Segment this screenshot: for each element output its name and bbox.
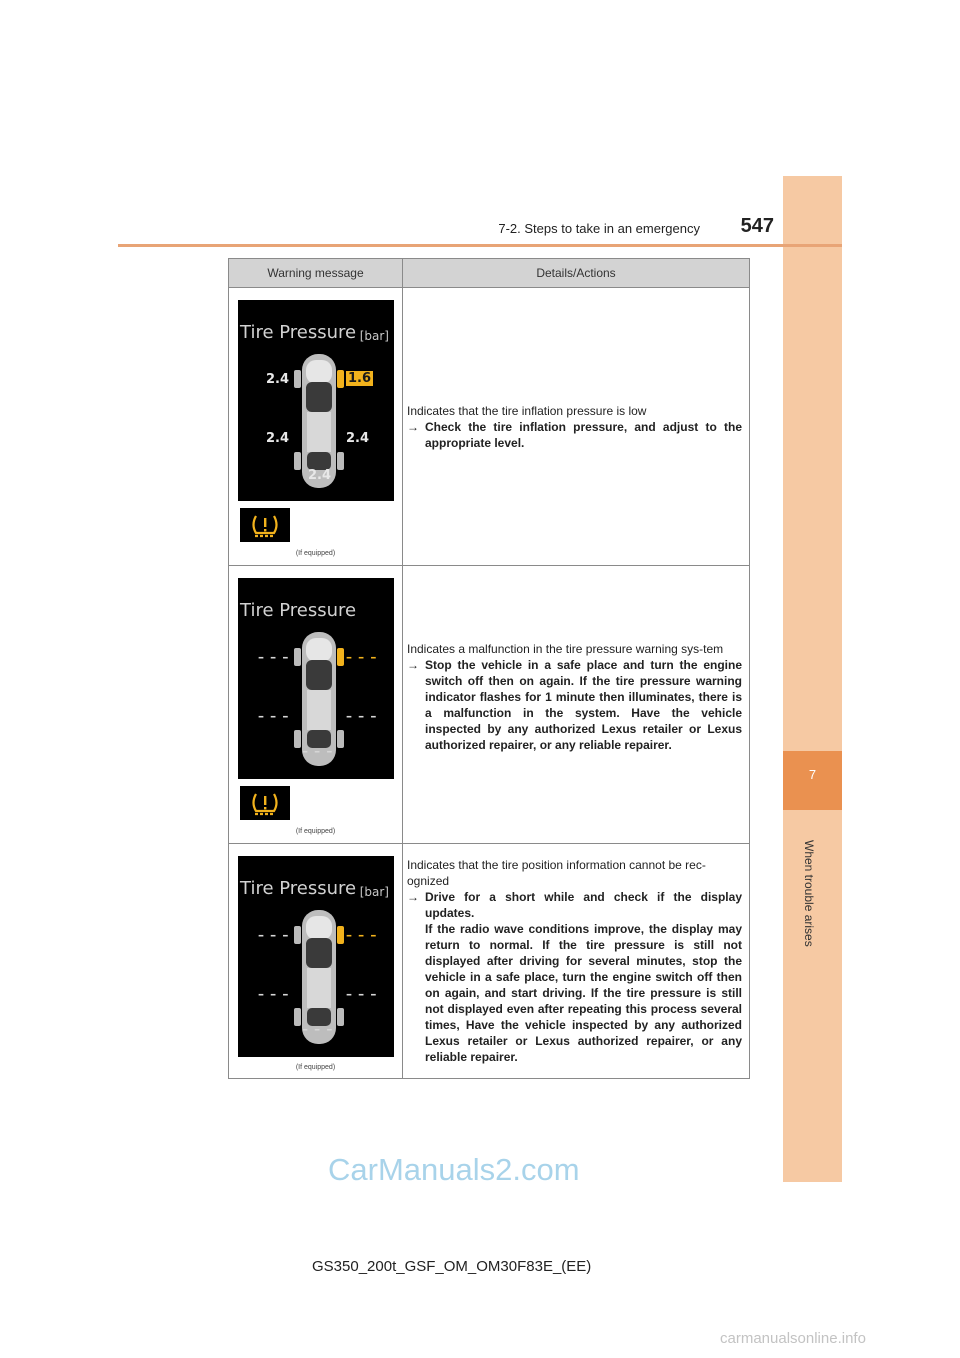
if-equipped-note: (If equipped): [295, 1064, 336, 1071]
display-unit: [bar]: [359, 329, 389, 343]
section-title: 7-2. Steps to take in an emergency: [498, 221, 700, 236]
document-code-footer: GS350_200t_GSF_OM_OM30F83E_(EE): [312, 1258, 592, 1275]
tire-pressure-warning-light-icon: [240, 508, 290, 542]
row-divider: [229, 565, 749, 566]
tire-pressure-warning-light-icon: [240, 786, 290, 820]
site-watermark: carmanualsonline.info: [720, 1330, 866, 1347]
front-right-pressure: – – –: [346, 650, 378, 664]
display-unit: [bar]: [359, 885, 389, 899]
front-left-pressure: – – –: [258, 650, 290, 664]
rear-left-pressure: 2.4: [266, 431, 290, 446]
display-title: Tire Pressure: [240, 878, 357, 899]
front-right-pressure: 1.6: [348, 371, 372, 386]
details-intro: Indicates a malfunction in the tire pressure warning sys-tem: [407, 642, 724, 656]
front-left-pressure: – – –: [258, 928, 290, 942]
rear-right-pressure: – – –: [346, 709, 378, 723]
display-title: Tire Pressure: [240, 322, 357, 343]
details-malfunction: [407, 641, 742, 753]
chapter-label: When trouble arises: [802, 840, 816, 947]
details-position-unknown: [407, 857, 742, 1065]
warning-message-table: [228, 258, 750, 1079]
tire-pressure-display-malfunction: [238, 578, 394, 779]
front-left-pressure: 2.4: [266, 372, 290, 387]
rear-right-pressure: – – –: [346, 987, 378, 1001]
rear-left-pressure: – – –: [258, 987, 290, 1001]
rear-right-pressure: 2.4: [346, 431, 370, 446]
details-intro: Indicates that the tire inflation pressure is low: [407, 404, 647, 418]
chapter-number: 7: [808, 767, 817, 782]
display-title: Tire Pressure: [240, 600, 357, 621]
details-action: → Drive for a short while and check if the display updates.: [407, 890, 742, 920]
table-header: [229, 259, 749, 288]
front-right-pressure: – – –: [346, 928, 378, 942]
arrow-icon: →: [407, 890, 419, 904]
column-header-warning: Warning message: [267, 266, 364, 280]
rear-left-pressure: – – –: [258, 709, 290, 723]
page-number: 547: [740, 215, 774, 237]
if-equipped-note: (If equipped): [295, 550, 336, 557]
spare-pressure: 2.4: [308, 468, 332, 483]
spare-pressure: – – –: [302, 1022, 334, 1036]
details-action: → Check the tire inflation pressure, and adjust to the appropriate level.: [407, 420, 742, 450]
details-low-pressure: [407, 403, 742, 451]
header-rule: [118, 244, 842, 247]
details-intro: Indicates that the tire position information cannot be rec-ognized: [407, 858, 706, 888]
chapter-side-band: [783, 176, 842, 1182]
arrow-icon: →: [407, 420, 419, 434]
arrow-icon: →: [407, 658, 419, 672]
watermark-logo: CarManuals2.com: [328, 1152, 580, 1187]
if-equipped-note: (If equipped): [295, 828, 336, 835]
details-action-note: If the radio wave conditions improve, the display may return to normal. If the tire pressure is still not displayed after driving for several minutes, stop the vehicle in a safe place, turn the engine switch off then on again, and start driving. If the tire pressure is still not displayed even after repeating this process several times, Have the vehicle inspected by any authorized Lexus retailer or Lexus authorized repairer, or any reliable repairer.: [425, 922, 742, 1064]
spare-pressure: – – –: [302, 744, 334, 758]
row-divider: [229, 843, 749, 844]
column-divider: [402, 259, 403, 1078]
details-action: → Stop the vehicle in a safe place and turn the engine switch off then on again. If the tire pressure warning indicator flashes for 1 minute then illuminates, there is a malfunction in the system. Have the vehicle inspected by any authorized Lexus retailer or Lexus authorized repairer, or any reliable repairer.: [407, 658, 742, 752]
tire-pressure-display-low: [238, 300, 394, 501]
column-header-details: Details/Actions: [536, 266, 616, 280]
tire-pressure-display-position-unknown: [238, 856, 394, 1057]
